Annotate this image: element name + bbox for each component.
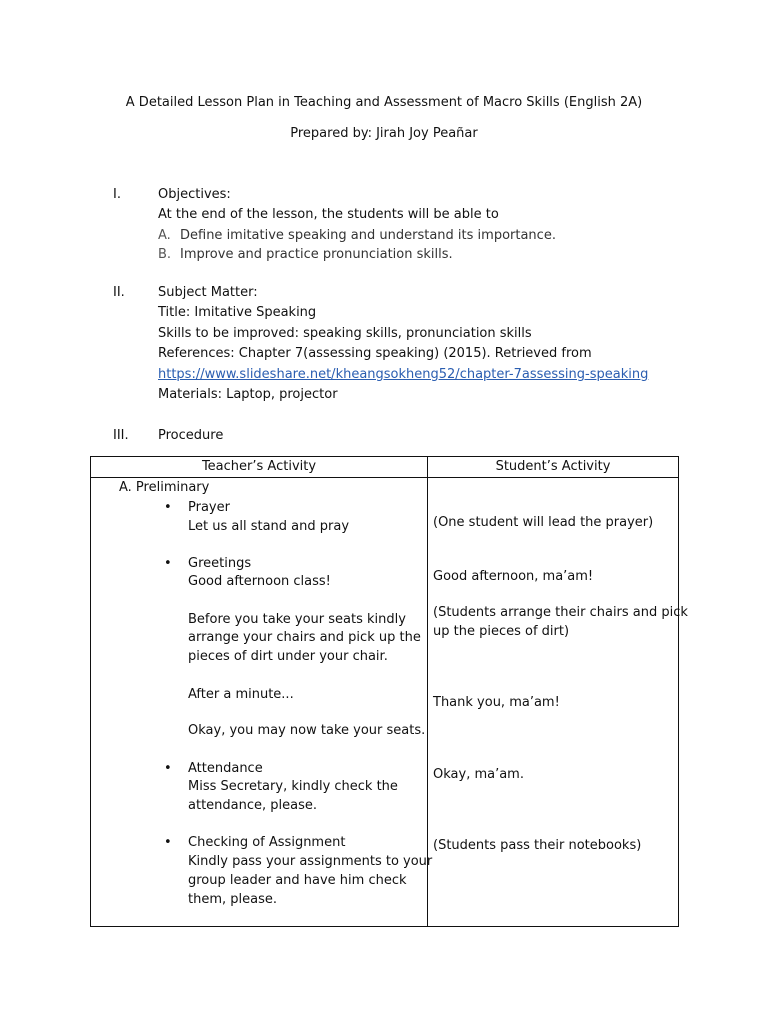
preliminary-section-label: A. Preliminary <box>119 480 210 495</box>
objective-text: Define imitative speaking and understand its importance. <box>180 228 556 243</box>
student-activity-cell <box>428 478 688 927</box>
greetings-title: Greetings <box>188 556 252 571</box>
bullet-icon: • <box>164 556 172 571</box>
greetings-line: Good afternoon class! <box>188 574 331 589</box>
seats-line-3: pieces of dirt under your chair. <box>188 649 388 664</box>
objective-text: Improve and practice pronunciation skills. <box>180 247 453 262</box>
section-numeral-objectives: I. <box>113 187 121 202</box>
student-activity-header: Student’s Activity <box>428 457 679 478</box>
seats-line-2: arrange your chairs and pick up the <box>188 630 421 645</box>
objectives-intro: At the end of the lesson, the students will be able to <box>158 207 499 222</box>
objective-letter: B. <box>158 247 172 262</box>
after-minute-line: After a minute... <box>188 687 294 702</box>
bullet-icon: • <box>164 761 172 776</box>
student-arrange-line-1: (Students arrange their chairs and pick <box>433 605 688 620</box>
student-thanks: Thank you, ma’am! <box>433 695 560 710</box>
student-greeting: Good afternoon, ma’am! <box>433 569 594 584</box>
teacher-activity-cell <box>91 478 433 927</box>
assignment-title: Checking of Assignment <box>188 835 346 850</box>
procedure-table <box>90 456 688 927</box>
subject-matter-heading: Subject Matter: <box>158 285 258 300</box>
objective-item-a <box>158 227 556 245</box>
subject-title: Title: Imitative Speaking <box>158 305 317 320</box>
teacher-activity-header: Teacher’s Activity <box>91 457 428 478</box>
objectives-heading: Objectives: <box>158 187 231 202</box>
subject-materials: Materials: Laptop, projector <box>158 387 338 402</box>
student-arrange-line-2: up the pieces of dirt) <box>433 624 570 639</box>
assignment-line-2: group leader and have him check <box>188 873 407 888</box>
prepared-by: Prepared by: Jirah Joy Peañar <box>290 126 478 141</box>
table-header-row <box>91 457 679 478</box>
objective-item-b <box>158 246 453 264</box>
student-okay: Okay, ma’am. <box>433 767 524 782</box>
bullet-icon: • <box>164 835 172 850</box>
student-notebooks: (Students pass their notebooks) <box>433 838 642 853</box>
section-numeral-procedure: III. <box>113 428 129 443</box>
assignment-line-1: Kindly pass your assignments to your <box>188 854 433 869</box>
subject-skills: Skills to be improved: speaking skills, pronunciation skills <box>158 326 532 341</box>
okay-seats-line: Okay, you may now take your seats. <box>188 723 426 738</box>
document-title: A Detailed Lesson Plan in Teaching and Assessment of Macro Skills (English 2A) <box>125 95 643 110</box>
seats-line-1: Before you take your seats kindly <box>188 612 406 627</box>
bullet-icon: • <box>164 500 172 515</box>
reference-link[interactable]: https://www.slideshare.net/kheangsokheng52/chapter-7assessing-speaking <box>158 367 649 382</box>
prayer-line: Let us all stand and pray <box>188 519 350 534</box>
subject-references: References: Chapter 7(assessing speaking) (2015). Retrieved from <box>158 346 592 361</box>
section-numeral-subject-matter: II. <box>113 285 125 300</box>
assignment-line-3: them, please. <box>188 892 277 907</box>
prayer-title: Prayer <box>188 500 230 515</box>
attendance-title: Attendance <box>188 761 263 776</box>
table-row <box>91 478 679 927</box>
procedure-heading: Procedure <box>158 428 224 443</box>
attendance-line-1: Miss Secretary, kindly check the <box>188 779 398 794</box>
attendance-line-2: attendance, please. <box>188 798 317 813</box>
objective-letter: A. <box>158 228 171 243</box>
student-prayer: (One student will lead the prayer) <box>433 515 654 530</box>
